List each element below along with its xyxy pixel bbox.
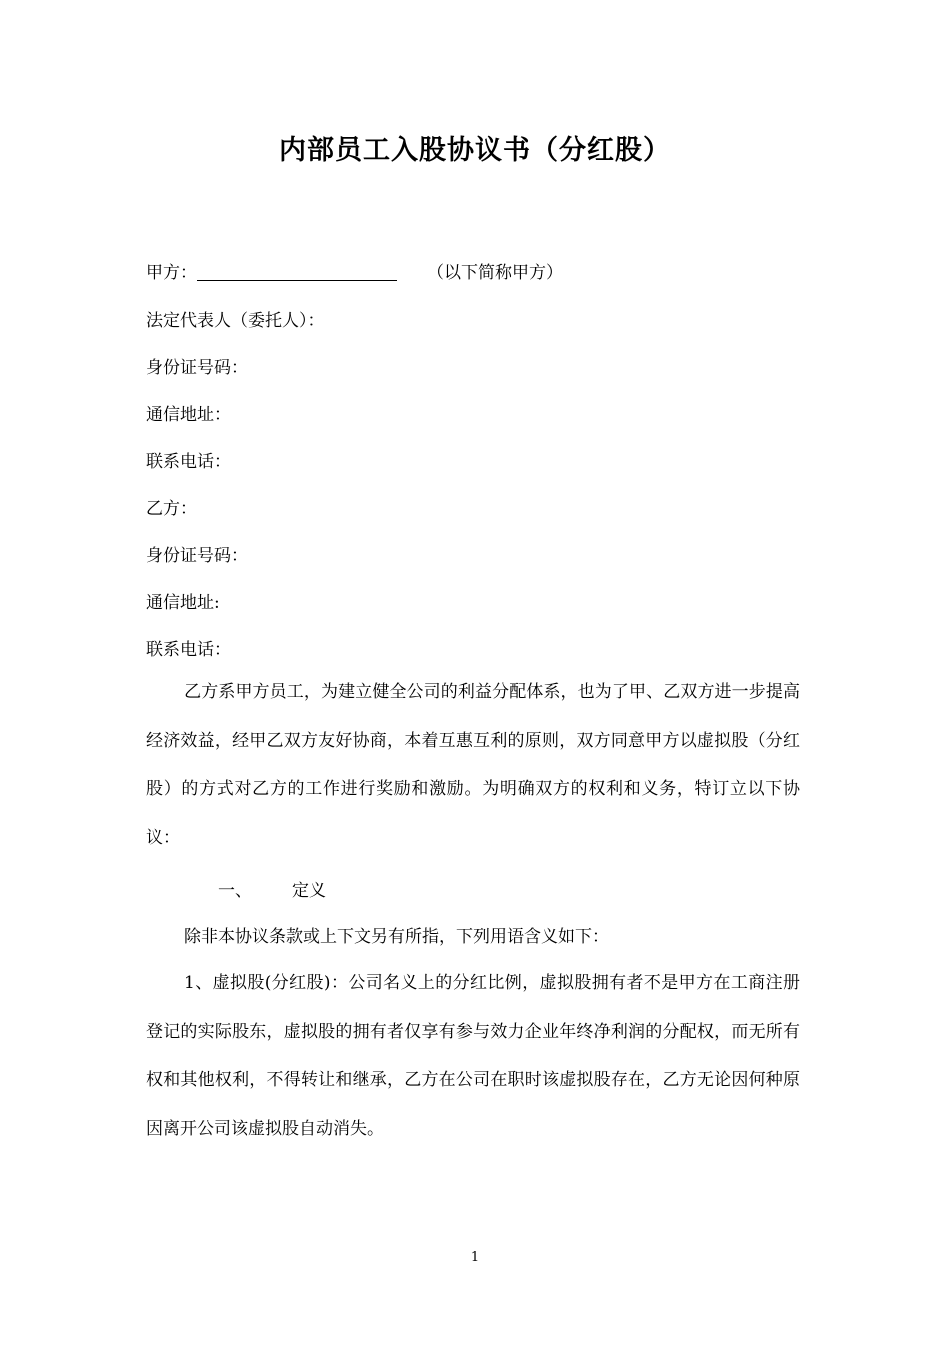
section-1-item-1 <box>146 959 800 1153</box>
party-b-label: 乙方： <box>146 499 197 519</box>
section-1-number: 一、 <box>218 881 252 901</box>
party-a-line <box>146 258 563 283</box>
page-number: 1 <box>470 1250 480 1265</box>
party-a-blank <box>197 263 397 281</box>
party-b-phone: 联系电话： <box>146 640 231 660</box>
section-1-title: 定义 <box>292 881 326 901</box>
party-a-label: 甲方： <box>146 263 197 283</box>
section-1-item-1-text: 1、虚拟股(分红股)：公司名义上的分红比例，虚拟股拥有者不是甲方在工商注册登记的实际股东，虚拟股的拥有者仅享有参与效力企业年终净利润的分配权，而无所有权和其他权利，不得转让和继承，乙方在公司在职时该虚拟股存在，乙方无论因何种原因离开公司该虚拟股自动消失。 <box>146 973 800 1139</box>
section-1-lead-text: 除非本协议条款或上下文另有所指，下列用语含义如下： <box>184 927 609 947</box>
section-1-heading <box>218 876 326 901</box>
intro-paragraph <box>146 668 800 862</box>
party-a-note: （以下简称甲方） <box>427 263 563 283</box>
party-a-phone: 联系电话： <box>146 452 231 472</box>
party-a-legal-rep: 法定代表人（委托人）： <box>146 311 325 331</box>
document-title: 内部员工入股协议书（分红股） <box>279 135 671 166</box>
party-a-id-number: 身份证号码： <box>146 358 248 378</box>
party-b-address: 通信地址: <box>146 593 220 613</box>
section-1-lead <box>146 913 800 962</box>
intro-text: 乙方系甲方员工，为建立健全公司的利益分配体系，也为了甲、乙双方进一步提高经济效益，经甲乙双方友好协商，本着互惠互利的原则，双方同意甲方以虚拟股（分红股）的方式对乙方的工作进行奖励和激励。为明确双方的权利和义务，特订立以下协议： <box>146 682 800 848</box>
party-b-id-number: 身份证号码： <box>146 546 248 566</box>
party-a-address: 通信地址： <box>146 405 231 425</box>
